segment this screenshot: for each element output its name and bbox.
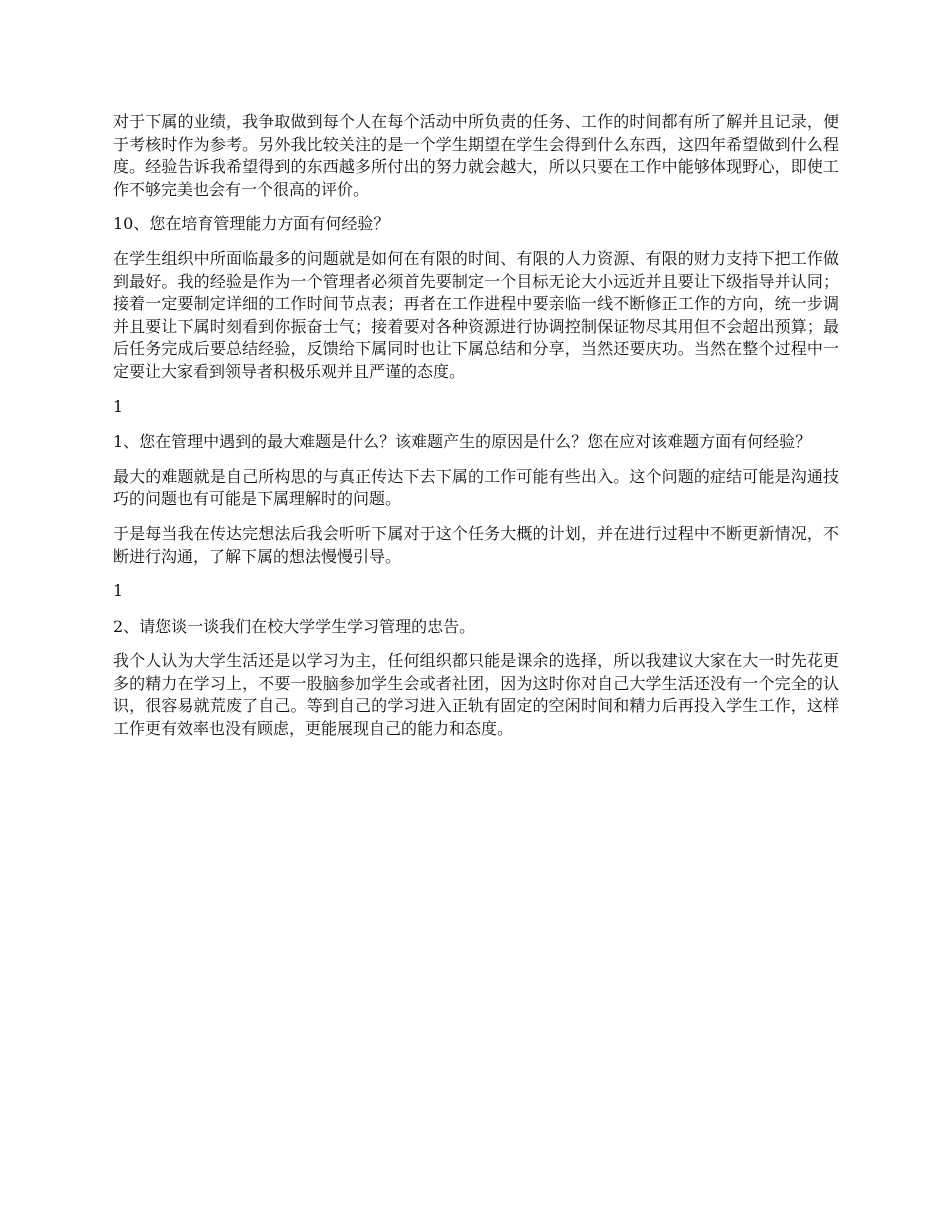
body-paragraph-advice: 我个人认为大学生活还是以学习为主，任何组织都只能是课余的选择，所以我建议大家在大一时先花更多的精力在学习上，不要一股脑参加学生会或者社团，因为这时你对自己大学生活还没有一个完全的认识，很容易就荒废了自己。等到自己的学习进入正轨有固定的空闲时间和精力后再投入学生工作，这样工作更有效率也没有顾虑，更能展现自己的能力和态度。 <box>113 651 839 739</box>
section-number: 1 <box>113 396 124 416</box>
question-10-heading: 10、您在培育管理能力方面有何经验？ <box>113 214 390 234</box>
body-paragraph-performance: 对于下属的业绩，我争取做到每个人在每个活动中所负责的任务、工作的时间都有所了解并且记录，便于考核时作为参考。另外我比较关注的是一个学生期望在学生会得到什么东西，这四年希望做到什么程度。经验告诉我希望得到的东西越多所付出的努力就会越大，所以只要在工作中能够体现野心，即使工作不够完美也会有一个很高的评价。 <box>113 112 839 199</box>
body-paragraph-management-experience: 在学生组织中所面临最多的问题就是如何在有限的时间、有限的人力资源、有限的财力支持下把工作做到最好。我的经验是作为一个管理者必须首先要制定一个目标无论大小远近并且要让下级指导并认同；接着一定要制定详细的工作时间节点表；再者在工作进程中要亲临一线不断修正工作的方向，统一步调并且要让下属时刻看到你振奋士气；接着要对各种资源进行协调控制保证物尽其用但不会超出预算；最后任务完成后要总结经验，反馈给下属同时也让下属总结和分享，当然还要庆功。当然在整个过程中一定要让大家看到领导者积极乐观并且严谨的态度。 <box>113 248 839 381</box>
question-2-heading: 2、请您谈一谈我们在校大学学生学习管理的忠告。 <box>113 616 476 636</box>
section-number: 1 <box>113 581 124 601</box>
document-page <box>113 111 839 753</box>
body-paragraph-communication: 于是每当我在传达完想法后我会听听下属对于这个任务大概的计划，并在进行过程中不断更新情况，不断进行沟通，了解下属的想法慢慢引导。 <box>113 523 839 566</box>
body-paragraph-biggest-problem: 最大的难题就是自己所构思的与真正传达下去下属的工作可能有些出入。这个问题的症结可能是沟通技巧的问题也有可能是下属理解时的问题。 <box>113 466 839 509</box>
question-1-heading: 1、您在管理中遇到的最大难题是什么？该难题产生的原因是什么？您在应对该难题方面有何经验？ <box>113 432 812 452</box>
